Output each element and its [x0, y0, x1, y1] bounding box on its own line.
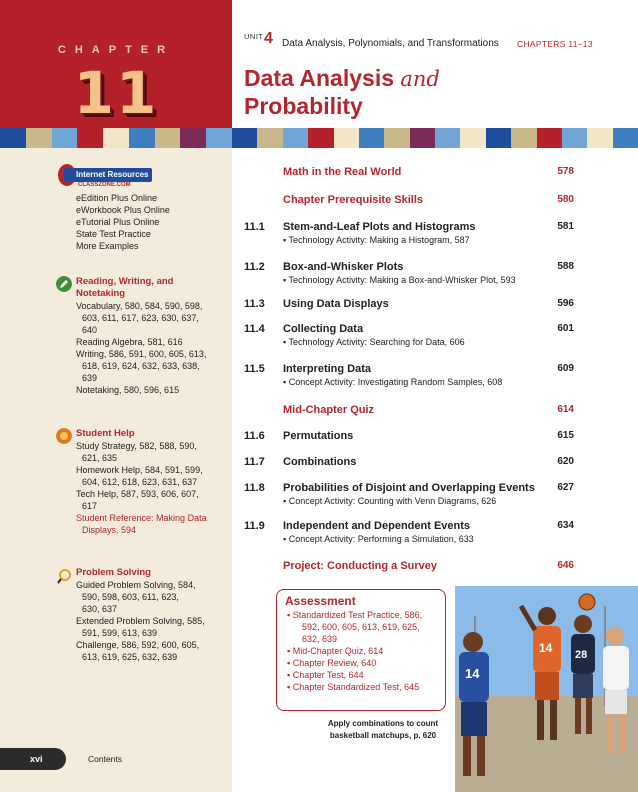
strip-segment: [129, 128, 155, 148]
player-shorts: [535, 672, 559, 700]
assessment-item[interactable]: ▪ Mid-Chapter Quiz, 614: [287, 646, 384, 656]
reading-title-2: Notetaking: [76, 288, 126, 299]
player-leg: [537, 700, 544, 740]
strip-segment: [537, 128, 562, 148]
strip-segment: [334, 128, 359, 148]
basketball-photo: [455, 586, 638, 792]
sidebar-ref: 613, 619, 625, 632, 639: [82, 652, 178, 662]
toc-page: 615: [557, 430, 574, 441]
internet-resources-list: [56, 192, 232, 252]
player-shorts: [573, 674, 593, 698]
help-icon: [56, 428, 72, 444]
strip-segment: [562, 128, 587, 148]
toc-title[interactable]: Interpreting Data: [283, 363, 372, 375]
toc-row[interactable]: [244, 363, 574, 393]
toc-row[interactable]: [244, 261, 574, 291]
unit-word: UNIT: [244, 32, 264, 41]
sidebar-ref: Displays, 594: [82, 525, 137, 535]
player-leg: [463, 736, 471, 776]
toc-number: 11.5: [244, 363, 265, 375]
sidebar-ref: Reading Algebra, 581, 616: [76, 337, 183, 347]
caption-line: basketball matchups, p. 620: [329, 731, 437, 740]
toc-page: 578: [557, 166, 574, 177]
sidebar-ref: Challenge, 586, 592, 600, 605,: [76, 640, 200, 650]
sidebar-item[interactable]: eWorkbook Plus Online: [76, 205, 170, 215]
player-head: [463, 632, 483, 652]
photo-caption: [318, 718, 448, 742]
toc-page: 646: [557, 560, 574, 571]
toc-title[interactable]: Collecting Data: [283, 323, 364, 335]
toc-row[interactable]: [244, 166, 574, 196]
toc-title[interactable]: Mid-Chapter Quiz: [283, 404, 375, 416]
player-shorts: [605, 690, 627, 714]
strip-segment: [257, 128, 282, 148]
player-leg: [607, 714, 614, 754]
magnifier-icon: [56, 565, 72, 587]
sidebar-item[interactable]: eEdition Plus Online: [76, 193, 158, 203]
toc-page: 620: [557, 456, 574, 467]
strip-segment: [77, 128, 103, 148]
toc-subitem: ▪ Concept Activity: Performing a Simulation, 633: [283, 534, 474, 544]
toc-title[interactable]: Box-and-Whisker Plots: [283, 261, 404, 273]
toc-subitem: ▪ Technology Activity: Making a Box-and-Whisker Plot, 593: [283, 275, 516, 285]
toc-number: 11.7: [244, 456, 265, 468]
unit-number: 4: [264, 30, 273, 47]
reading-section: [56, 276, 232, 396]
strip-segment: [283, 128, 308, 148]
title-italic: and: [400, 67, 440, 91]
sidebar-item[interactable]: State Test Practice: [76, 229, 151, 239]
sidebar-item[interactable]: eTutorial Plus Online: [76, 217, 160, 227]
toc-number: 11.6: [244, 430, 265, 442]
sidebar-ref: 639: [82, 373, 98, 383]
strip-segment: [103, 128, 129, 148]
toc-page: 609: [557, 363, 574, 374]
assessment-item[interactable]: ▪ Chapter Review, 640: [287, 658, 377, 668]
strip-segment: [435, 128, 460, 148]
assessment-item: 592, 600, 605, 613, 619, 625,: [302, 622, 420, 632]
strip-segment: [52, 128, 78, 148]
toc-subitem: ▪ Concept Activity: Investigating Random Samples, 608: [283, 377, 503, 387]
toc-number: 11.8: [244, 482, 265, 494]
sidebar-ref: 604, 612, 618, 623, 631, 637: [82, 477, 198, 487]
chapter-number: 11: [73, 59, 159, 127]
strip-segment: [180, 128, 206, 148]
chapter-banner: [0, 0, 232, 128]
player-leg: [575, 698, 581, 734]
strip-segment: [587, 128, 612, 148]
strip-segment: [359, 128, 384, 148]
sidebar-ref: 603, 611, 617, 623, 630, 637,: [82, 313, 199, 323]
basketball-scene: [455, 586, 638, 792]
classzone-link[interactable]: CLASSZONE.COM: [78, 182, 131, 188]
toc-page: 580: [557, 194, 574, 205]
page-title-line2: Probability: [244, 93, 363, 119]
toc-row[interactable]: [244, 323, 574, 353]
strip-segment: [486, 128, 511, 148]
player-shorts: [461, 702, 487, 736]
toc-page: 601: [557, 323, 574, 334]
toc-page: 614: [557, 404, 574, 415]
internet-resources-badge[interactable]: Internet Resources: [64, 168, 152, 182]
toc-page: 634: [557, 520, 574, 531]
toc-row[interactable]: [244, 482, 574, 512]
sidebar-ref: Notetaking, 580, 596, 615: [76, 385, 180, 395]
player-head: [574, 615, 592, 633]
toc-title[interactable]: Independent and Dependent Events: [283, 520, 471, 532]
strip-segment: [308, 128, 333, 148]
toc-page: 627: [557, 482, 574, 493]
assessment-item[interactable]: ▪ Chapter Test, 644: [287, 670, 364, 680]
assessment-item[interactable]: ▪ Chapter Standardized Test, 645: [287, 682, 420, 692]
toc-subitem: ▪ Technology Activity: Making a Histogram, 587: [283, 235, 470, 245]
page-number-tab: xvi: [0, 748, 66, 770]
sidebar-ref: Student Reference: Making Data: [76, 513, 207, 523]
caption-line: Apply combinations to count: [327, 719, 439, 728]
toc-number: 11.9: [244, 520, 265, 532]
unit-chapters: CHAPTERS 11–13: [517, 39, 593, 49]
reading-title: Reading, Writing, and: [76, 276, 174, 287]
problem-solving-section: [56, 567, 232, 663]
strip-segment: [206, 128, 232, 148]
title-bold: Data Analysis: [244, 65, 394, 91]
toc-page: 581: [557, 221, 574, 232]
toc-number: 11.4: [244, 323, 265, 335]
problem-solving-title: Problem Solving: [76, 567, 151, 578]
basketball: [579, 594, 595, 610]
pencil-icon: [56, 276, 72, 292]
sidebar-ref: Extended Problem Solving, 585,: [76, 616, 205, 626]
page-title: [244, 64, 440, 93]
toc-number: 11.1: [244, 221, 265, 233]
toc-row[interactable]: [244, 194, 574, 224]
strip-segment: [26, 128, 52, 148]
strip-segment: [155, 128, 181, 148]
strip-segment: [384, 128, 409, 148]
toc-page: 588: [557, 261, 574, 272]
sidebar-ref: 591, 599, 613, 639: [82, 628, 158, 638]
sidebar-ref: Vocabulary, 580, 584, 590, 598,: [76, 301, 203, 311]
sidebar-ref: 630, 637: [82, 604, 118, 614]
sidebar-ref: Study Strategy, 582, 588, 590,: [76, 441, 197, 451]
toc-title[interactable]: Probabilities of Disjoint and Overlapping Events: [283, 482, 535, 494]
toc-row[interactable]: [244, 520, 574, 550]
jersey-number: 14: [465, 666, 480, 681]
player-leg: [586, 698, 592, 734]
jersey-number: 14: [539, 641, 553, 655]
toc-title[interactable]: Math in the Real World: [283, 166, 402, 178]
player-head: [606, 627, 624, 645]
sidebar-ref: 617: [82, 501, 98, 511]
sidebar-ref: Homework Help, 584, 591, 599,: [76, 465, 203, 475]
toc-title[interactable]: Chapter Prerequisite Skills: [283, 194, 423, 206]
sidebar-ref: 618, 619, 624, 632, 633, 638,: [82, 361, 200, 371]
assessment-item[interactable]: ▪ Standardized Test Practice, 586,: [287, 610, 423, 620]
strip-segment: [460, 128, 485, 148]
sidebar-ref: 590, 598, 603, 611, 623,: [82, 592, 179, 602]
footer-label: Contents: [88, 754, 123, 764]
unit-title: Data Analysis, Polynomials, and Transformations: [282, 38, 499, 49]
strip-segment: [613, 128, 638, 148]
toc-title[interactable]: Using Data Displays: [283, 298, 389, 310]
assessment-box: [276, 589, 446, 711]
player-leg: [477, 736, 485, 776]
sidebar-ref: Guided Problem Solving, 584,: [76, 580, 196, 590]
chapter-word: CHAPTER: [57, 44, 175, 56]
sidebar-ref: 640: [82, 325, 98, 335]
assessment-item: 632, 639: [302, 634, 338, 644]
color-strip-right: [232, 128, 638, 148]
toc-title[interactable]: Permutations: [283, 430, 354, 442]
toc-page: 596: [557, 298, 574, 309]
strip-segment: [0, 128, 26, 148]
sidebar-item[interactable]: More Examples: [76, 241, 139, 251]
player-leg: [619, 714, 626, 754]
toc-title[interactable]: Stem-and-Leaf Plots and Histograms: [283, 221, 476, 233]
strip-segment: [511, 128, 536, 148]
toc-row[interactable]: [244, 221, 574, 251]
player-leg: [550, 700, 557, 740]
assessment-title: Assessment: [285, 594, 356, 608]
toc-number: 11.3: [244, 298, 265, 310]
toc-subitem: ▪ Concept Activity: Counting with Venn Diagrams, 626: [283, 496, 497, 506]
toc-subitem: ▪ Technology Activity: Searching for Data, 606: [283, 337, 465, 347]
sidebar-ref: 621, 635: [82, 453, 118, 463]
color-strip-left: [0, 128, 232, 148]
student-help-title: Student Help: [76, 428, 135, 439]
player-head: [538, 607, 556, 625]
student-help-section: [56, 428, 232, 536]
sidebar-ref: Tech Help, 587, 593, 606, 607,: [76, 489, 199, 499]
toc-title[interactable]: Combinations: [283, 456, 357, 468]
strip-segment: [232, 128, 257, 148]
jersey-number: 28: [575, 649, 588, 661]
toc-number: 11.2: [244, 261, 265, 273]
strip-segment: [410, 128, 435, 148]
player-jersey-white: [603, 646, 629, 690]
sidebar-ref: Writing, 586, 591, 600, 605, 613,: [76, 349, 207, 359]
toc-title[interactable]: Project: Conducting a Survey: [283, 560, 438, 572]
